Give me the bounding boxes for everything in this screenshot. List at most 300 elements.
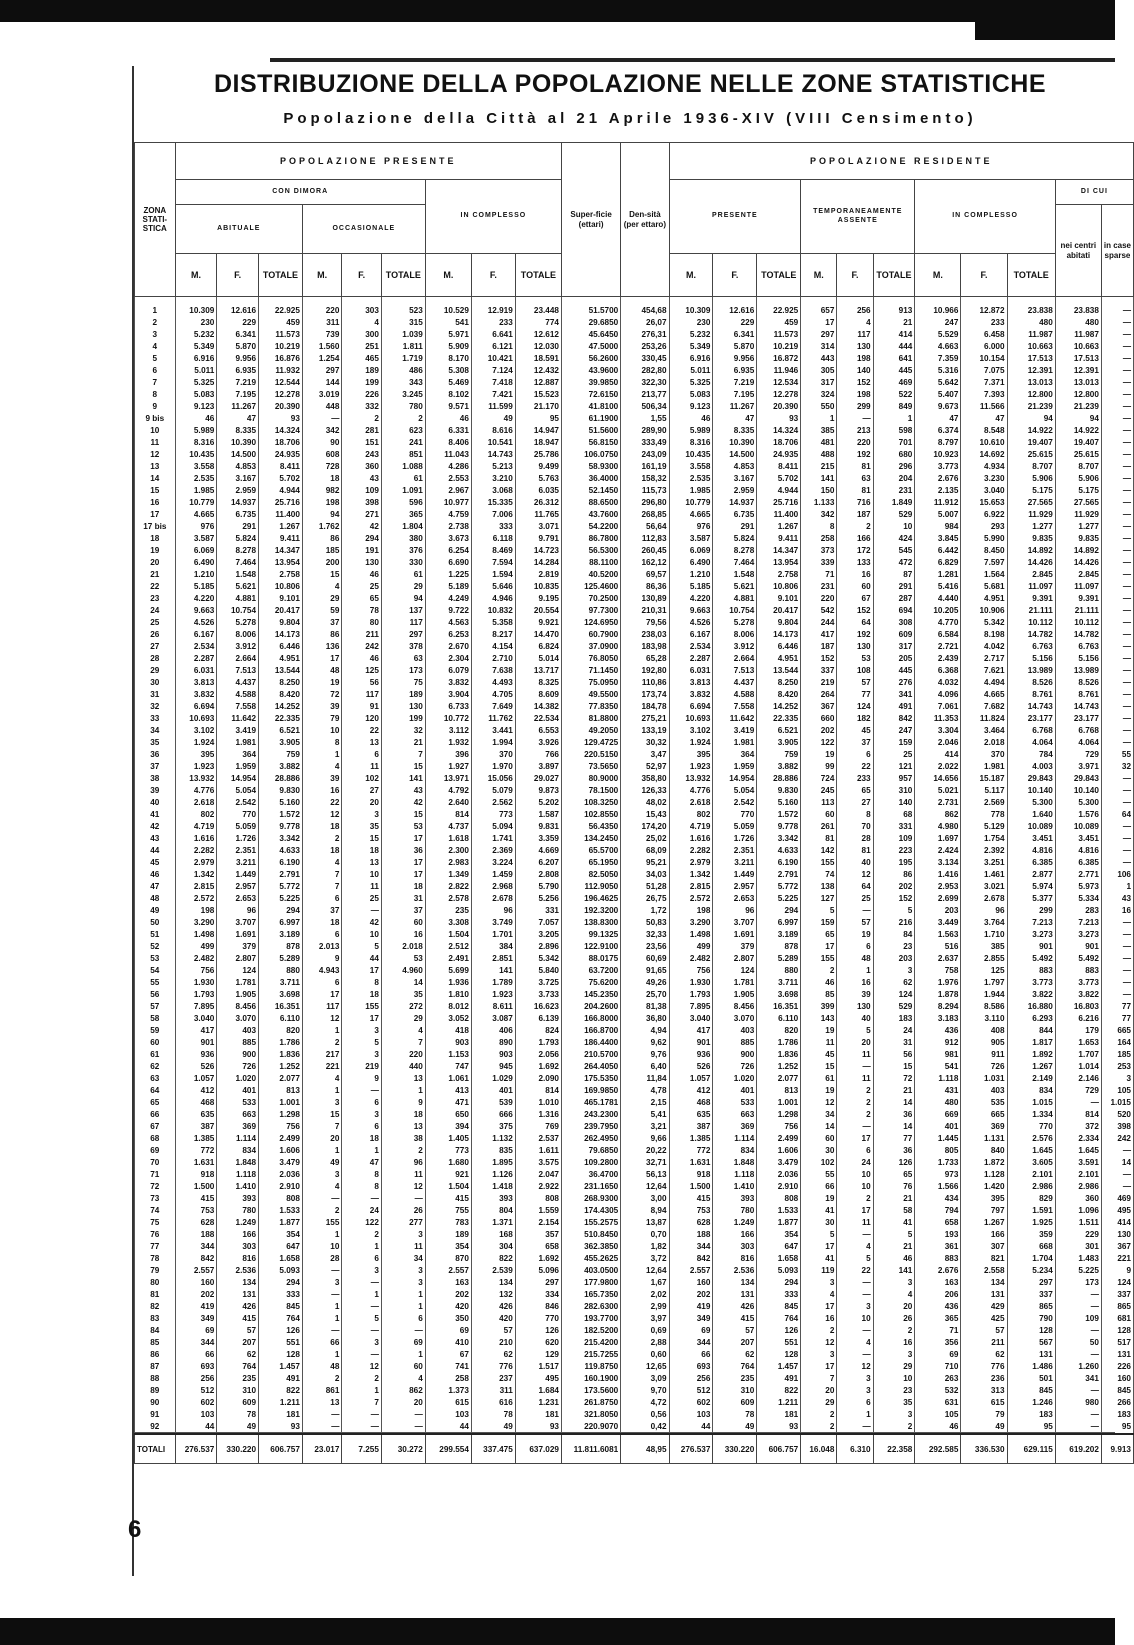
header-f: F. — [713, 254, 757, 297]
table-cell: 1.587 — [515, 809, 561, 821]
table-cell: 6.207 — [515, 857, 561, 869]
table-cell: 469 — [873, 377, 915, 389]
table-cell: 210 — [471, 1337, 515, 1349]
table-cell: 1.741 — [471, 833, 515, 845]
table-cell: 3.773 — [915, 461, 961, 473]
table-cell: 901 — [1007, 941, 1055, 953]
table-cell: 3.021 — [961, 881, 1007, 893]
table-cell: 2.149 — [1007, 1073, 1055, 1085]
table-cell: 262.4950 — [561, 1133, 620, 1145]
table-cell: 1.848 — [713, 1157, 757, 1169]
header-in-complesso-presente: IN COMPLESSO — [425, 180, 561, 254]
table-cell: 6.254 — [425, 545, 471, 557]
table-cell: 510.8450 — [561, 1229, 620, 1241]
table-cell: — — [1101, 545, 1133, 557]
table-cell: 2.664 — [713, 653, 757, 665]
table-cell: 243 — [342, 449, 382, 461]
table-cell: 7 — [302, 1121, 342, 1133]
table-cell: 184,78 — [621, 701, 669, 713]
table-cell: 1.096 — [1055, 1205, 1101, 1217]
table-cell: 512 — [175, 1385, 217, 1397]
table-cell: 56,13 — [621, 1169, 669, 1181]
table-cell: 417 — [669, 1025, 713, 1037]
table-cell: 2.101 — [1007, 1169, 1055, 1181]
zone-cell: 25 — [135, 617, 176, 629]
table-cell: — — [1101, 977, 1133, 989]
table-cell: 25.716 — [259, 497, 303, 509]
table-cell: 3.479 — [757, 1157, 801, 1169]
table-row — [135, 773, 1134, 785]
table-cell: 294 — [342, 533, 382, 545]
table-cell: 2.334 — [1055, 1133, 1101, 1145]
table-cell: 2.807 — [217, 953, 259, 965]
table-cell: 5.469 — [425, 377, 471, 389]
table-cell: 12 — [302, 809, 342, 821]
table-cell: 344 — [175, 1241, 217, 1253]
table-cell: 40 — [837, 1013, 873, 1025]
table-cell: 253 — [1101, 1061, 1133, 1073]
table-cell: 1 — [302, 1085, 342, 1097]
table-cell: 380 — [381, 533, 425, 545]
table-cell: 4.096 — [915, 689, 961, 701]
table-cell: 152 — [837, 605, 873, 617]
table-cell: 192 — [837, 629, 873, 641]
table-cell: 905 — [961, 1037, 1007, 1049]
table-cell: 258 — [801, 533, 837, 545]
table-cell: 50 — [1055, 1337, 1101, 1349]
table-cell: 2.135 — [915, 485, 961, 497]
table-cell: 1.211 — [757, 1397, 801, 1409]
table-cell: 1.976 — [915, 977, 961, 989]
table-cell: 517 — [1101, 1337, 1133, 1349]
table-cell: 93 — [757, 413, 801, 425]
table-cell: 1.726 — [217, 833, 259, 845]
table-cell: 4.663 — [915, 341, 961, 353]
table-cell: 1.457 — [259, 1361, 303, 1373]
table-cell: 3.052 — [425, 1013, 471, 1025]
table-cell: 12.432 — [515, 365, 561, 377]
table-cell: 56.2600 — [561, 353, 620, 365]
table-cell: 820 — [757, 1025, 801, 1037]
table-cell: 4.853 — [217, 461, 259, 473]
table-cell: 78.1500 — [561, 785, 620, 797]
table-cell: 1 — [381, 1289, 425, 1301]
table-cell: 9.673 — [915, 401, 961, 413]
table-cell: 10.219 — [259, 341, 303, 353]
table-cell: 22.925 — [757, 297, 801, 318]
table-cell: 26.312 — [515, 497, 561, 509]
table-cell: 5.083 — [175, 389, 217, 401]
table-cell: 15 — [801, 1061, 837, 1073]
table-cell: 8.250 — [259, 677, 303, 689]
table-cell: 769 — [515, 1121, 561, 1133]
table-cell: 192.3200 — [561, 905, 620, 917]
table-cell: 1.131 — [961, 1133, 1007, 1145]
table-cell: 13 — [381, 1121, 425, 1133]
table-cell: 7.371 — [961, 377, 1007, 389]
table-cell: 729 — [1055, 1085, 1101, 1097]
table-cell: 2.154 — [515, 1217, 561, 1229]
table-cell: 140 — [837, 365, 873, 377]
table-cell: 1.246 — [1007, 1397, 1055, 1409]
table-row — [135, 689, 1134, 701]
table-cell: 6 — [837, 1145, 873, 1157]
table-cell: 315 — [381, 317, 425, 329]
table-cell: 44 — [342, 953, 382, 965]
table-cell: 1 — [873, 413, 915, 425]
table-cell: 26,75 — [621, 893, 669, 905]
table-cell: 236 — [961, 1373, 1007, 1385]
table-cell: 2.536 — [713, 1265, 757, 1277]
table-cell: 6,40 — [621, 1061, 669, 1073]
table-cell: 1.981 — [961, 761, 1007, 773]
table-cell: 780 — [217, 1205, 259, 1217]
table-cell: 181 — [259, 1409, 303, 1421]
zone-cell: 76 — [135, 1229, 176, 1241]
table-cell: 3.971 — [1055, 761, 1101, 773]
table-cell: 10.754 — [217, 605, 259, 617]
table-cell: 93 — [259, 413, 303, 425]
table-cell: 50,83 — [621, 917, 669, 929]
table-cell: 5.316 — [915, 365, 961, 377]
table-cell: 102 — [342, 773, 382, 785]
table-row — [135, 1181, 1134, 1193]
zone-cell: 9 bis — [135, 413, 176, 425]
table-cell: 5.129 — [961, 821, 1007, 833]
table-cell: 0,56 — [621, 1409, 669, 1421]
table-cell: 2.537 — [515, 1133, 561, 1145]
table-cell: 103 — [669, 1409, 713, 1421]
table-cell: 84 — [873, 929, 915, 941]
table-cell: 14.947 — [515, 425, 561, 437]
table-cell: 10.112 — [1055, 617, 1101, 629]
table-cell: 12 — [381, 1181, 425, 1193]
table-cell: 8 — [302, 737, 342, 749]
table-cell: 9.391 — [1055, 593, 1101, 605]
table-cell: 1.010 — [515, 1097, 561, 1109]
table-cell: 5.156 — [1055, 653, 1101, 665]
table-cell: 235 — [425, 905, 471, 917]
table-cell: 385 — [801, 425, 837, 437]
table-cell: 44 — [175, 1421, 217, 1434]
table-row — [135, 1169, 1134, 1181]
table-cell: 63 — [381, 653, 425, 665]
table-cell: 602 — [175, 1397, 217, 1409]
table-cell: 1.877 — [757, 1217, 801, 1229]
table-cell: 23.838 — [1007, 297, 1055, 318]
table-row — [135, 1397, 1134, 1409]
table-cell: 759 — [757, 749, 801, 761]
zone-cell: 34 — [135, 725, 176, 737]
table-row — [135, 941, 1134, 953]
table-cell: 66 — [801, 1181, 837, 1193]
table-cell: 1.504 — [425, 1181, 471, 1193]
table-cell: — — [302, 413, 342, 425]
table-cell: 18.947 — [515, 437, 561, 449]
table-row — [135, 1361, 1134, 1373]
table-cell: 130 — [1101, 1229, 1133, 1241]
table-cell: 2.036 — [259, 1169, 303, 1181]
table-cell: 282.6300 — [561, 1301, 620, 1313]
table-cell: 42 — [381, 797, 425, 809]
table-cell: 69 — [175, 1325, 217, 1337]
table-cell: 6.121 — [471, 341, 515, 353]
table-cell: 10.610 — [961, 437, 1007, 449]
table-cell: 1.548 — [217, 569, 259, 581]
table-cell: 4.960 — [381, 965, 425, 977]
table-cell: 1.254 — [302, 353, 342, 365]
table-cell: 189 — [425, 1229, 471, 1241]
totals-cell: 22.358 — [873, 1434, 915, 1464]
table-cell: 5.079 — [471, 785, 515, 797]
table-cell: 14.743 — [1007, 701, 1055, 713]
table-row — [135, 953, 1134, 965]
table-cell: 62 — [217, 1349, 259, 1361]
table-cell: 794 — [915, 1205, 961, 1217]
table-cell: 1 — [302, 749, 342, 761]
table-cell: 6.763 — [1055, 641, 1101, 653]
table-cell: — — [1101, 341, 1133, 353]
table-cell: 46 — [342, 569, 382, 581]
table-cell: 2.056 — [515, 1049, 561, 1061]
table-cell: 419 — [175, 1301, 217, 1313]
table-cell: 48,02 — [621, 797, 669, 809]
table-cell: 13.013 — [1007, 377, 1055, 389]
table-cell: 12.919 — [471, 297, 515, 318]
table-cell: 25 — [873, 749, 915, 761]
table-cell: 207 — [713, 1337, 757, 1349]
table-cell: 6.735 — [713, 509, 757, 521]
table-cell: 5.870 — [217, 341, 259, 353]
table-cell: 395 — [175, 749, 217, 761]
table-cell: 20 — [302, 1133, 342, 1145]
table-cell: 3,09 — [621, 1373, 669, 1385]
totals-cell: 330.220 — [217, 1434, 259, 1464]
zone-cell: 68 — [135, 1133, 176, 1145]
table-cell: 780 — [381, 401, 425, 413]
table-cell: 14 — [873, 1121, 915, 1133]
table-cell: 5.021 — [915, 785, 961, 797]
zone-cell: 92 — [135, 1421, 176, 1434]
table-cell: 25 — [837, 893, 873, 905]
table-cell: 1.153 — [425, 1049, 471, 1061]
table-cell: 173 — [1055, 1277, 1101, 1289]
table-cell: 70 — [837, 821, 873, 833]
table-cell: 9.101 — [757, 593, 801, 605]
table-cell: — — [1101, 845, 1133, 857]
table-cell: — — [1101, 1169, 1133, 1181]
table-cell: 2.351 — [713, 845, 757, 857]
table-cell: 1.658 — [259, 1253, 303, 1265]
header-totale: TOTALE — [381, 254, 425, 297]
table-cell: 137 — [381, 605, 425, 617]
table-cell: 1 — [302, 1349, 342, 1361]
table-cell: 11.573 — [259, 329, 303, 341]
table-cell: 27 — [837, 797, 873, 809]
table-cell: 2 — [801, 965, 837, 977]
table-cell: 18 — [302, 917, 342, 929]
table-cell: 2.572 — [669, 893, 713, 905]
table-cell: 293 — [961, 521, 1007, 533]
table-row — [135, 389, 1134, 401]
header-f: F. — [342, 254, 382, 297]
table-cell: 44 — [425, 1421, 471, 1434]
table-row — [135, 413, 1134, 425]
table-cell: 455.2625 — [561, 1253, 620, 1265]
table-cell: 115,73 — [621, 485, 669, 497]
table-row — [135, 845, 1134, 857]
table-cell: — — [1101, 785, 1133, 797]
table-cell: 846 — [515, 1301, 561, 1313]
table-cell: 7.195 — [713, 389, 757, 401]
table-cell: 233 — [837, 773, 873, 785]
table-cell: 5.906 — [1007, 473, 1055, 485]
table-cell: 16 — [1101, 905, 1133, 917]
table-cell: 51.5600 — [561, 425, 620, 437]
header-in-case-sparse: in case sparse — [1101, 205, 1133, 297]
totals-cell: 337.475 — [471, 1434, 515, 1464]
table-cell: 188 — [175, 1229, 217, 1241]
header-superficie: Super-ficie (ettari) — [561, 143, 620, 297]
table-cell: 17 — [342, 1013, 382, 1025]
table-cell: 3.707 — [713, 917, 757, 929]
table-cell: 5.325 — [669, 377, 713, 389]
table-cell: 434 — [915, 1193, 961, 1205]
zone-cell: 33 — [135, 713, 176, 725]
table-cell: 19 — [801, 1085, 837, 1097]
table-cell: 311 — [471, 1385, 515, 1397]
table-cell: 5.349 — [175, 341, 217, 353]
zone-cell: 65 — [135, 1097, 176, 1109]
zone-cell: 86 — [135, 1349, 176, 1361]
table-cell: 12 — [801, 1097, 837, 1109]
table-cell: 12.872 — [961, 297, 1007, 318]
table-cell: 5.011 — [175, 365, 217, 377]
table-cell: 54.2200 — [561, 521, 620, 533]
table-cell: 1 — [381, 1085, 425, 1097]
table-cell: 8.335 — [217, 425, 259, 437]
table-cell: 94 — [302, 509, 342, 521]
table-cell: 665 — [961, 1109, 1007, 1121]
table-cell: 420 — [425, 1301, 471, 1313]
table-cell: 845 — [757, 1301, 801, 1313]
table-cell: 9.195 — [515, 593, 561, 605]
table-cell: 8.548 — [961, 425, 1007, 437]
table-cell: 11 — [381, 1241, 425, 1253]
table-cell: 6.167 — [669, 629, 713, 641]
table-cell: 842 — [669, 1253, 713, 1265]
table-cell: 5.094 — [471, 821, 515, 833]
table-cell: — — [837, 1061, 873, 1073]
table-cell: 2.670 — [425, 641, 471, 653]
table-cell: 8.707 — [1055, 461, 1101, 473]
table-cell: 1.930 — [669, 977, 713, 989]
table-cell: 3.019 — [302, 389, 342, 401]
table-cell: 231 — [801, 581, 837, 593]
table-cell: 22 — [302, 797, 342, 809]
table-cell: 2,02 — [621, 1289, 669, 1301]
table-cell: 3.882 — [757, 761, 801, 773]
table-cell: 76 — [873, 1181, 915, 1193]
table-cell: 27.565 — [1055, 497, 1101, 509]
table-cell: 1.349 — [425, 869, 471, 881]
table-cell: 1.267 — [961, 1217, 1007, 1229]
table-cell: 125 — [961, 965, 1007, 977]
table-cell: 14.892 — [1055, 545, 1101, 557]
table-cell: 778 — [961, 809, 1007, 821]
table-cell: 69 — [381, 1337, 425, 1349]
table-row — [135, 1013, 1134, 1025]
table-cell: 814 — [425, 809, 471, 821]
table-cell: 5.989 — [669, 425, 713, 437]
table-cell: 1 — [381, 1301, 425, 1313]
table-cell: 358,80 — [621, 773, 669, 785]
table-row — [135, 425, 1134, 437]
table-cell: 155.2575 — [561, 1217, 620, 1229]
table-cell: 331 — [873, 821, 915, 833]
table-cell: 1.020 — [217, 1073, 259, 1085]
table-cell: 39.9850 — [561, 377, 620, 389]
table-cell: 7 — [342, 1397, 382, 1409]
table-cell: 8.278 — [217, 545, 259, 557]
table-cell: 2.967 — [425, 485, 471, 497]
table-cell: 253,26 — [621, 341, 669, 353]
zone-cell: 71 — [135, 1169, 176, 1181]
header-nei-centri-abitati: nei centri abitati — [1055, 205, 1101, 297]
table-cell: 13 — [342, 737, 382, 749]
table-cell: 5.699 — [425, 965, 471, 977]
table-row — [135, 965, 1134, 977]
table-cell: 4.776 — [669, 785, 713, 797]
table-cell: 4.944 — [259, 485, 303, 497]
table-cell: 11.599 — [471, 401, 515, 413]
table-cell: 27.565 — [1007, 497, 1055, 509]
table-cell: 19 — [801, 749, 837, 761]
table-cell: 29.027 — [515, 773, 561, 785]
table-cell: 824 — [515, 1025, 561, 1037]
table-cell: 69,57 — [621, 569, 669, 581]
table-cell: 78 — [471, 1409, 515, 1421]
table-cell: 58.9300 — [561, 461, 620, 473]
table-cell: 1.498 — [669, 929, 713, 941]
table-cell: 3.251 — [961, 857, 1007, 869]
table-cell: 900 — [217, 1049, 259, 1061]
table-cell: 2.534 — [175, 641, 217, 653]
table-cell: — — [1101, 773, 1133, 785]
table-cell: 6.733 — [425, 701, 471, 713]
table-cell: — — [1101, 365, 1133, 377]
table-cell: 2.482 — [175, 953, 217, 965]
table-cell: 716 — [837, 497, 873, 509]
table-cell: 47.5000 — [561, 341, 620, 353]
table-cell: 71.1450 — [561, 665, 620, 677]
table-cell: 6.385 — [1055, 857, 1101, 869]
table-cell: 183 — [873, 1013, 915, 1025]
table-cell: 138.8300 — [561, 917, 620, 929]
table-cell: 694 — [873, 605, 915, 617]
table-cell: — — [1101, 605, 1133, 617]
table-cell: 10.421 — [471, 353, 515, 365]
table-cell: 19.407 — [1007, 437, 1055, 449]
table-cell: 29 — [381, 1013, 425, 1025]
table-cell: 17 — [381, 833, 425, 845]
table-cell: 3.419 — [713, 725, 757, 737]
table-cell: 945 — [471, 1061, 515, 1073]
table-cell: 314 — [801, 341, 837, 353]
table-cell: 3.110 — [961, 1013, 1007, 1025]
table-cell: — — [1101, 833, 1133, 845]
table-cell: 756 — [757, 1121, 801, 1133]
